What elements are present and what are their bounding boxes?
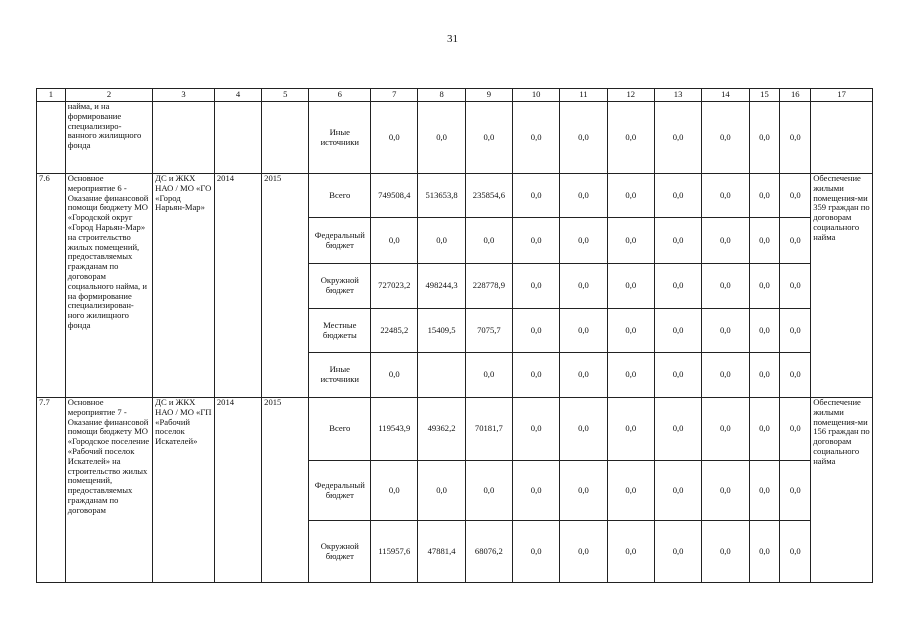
amount-cell: 0,0 — [513, 309, 560, 353]
amount-cell: 0,0 — [780, 461, 811, 521]
column-number: 2 — [65, 89, 152, 102]
amount-cell: 0,0 — [371, 218, 418, 264]
funding-source: Всего — [309, 398, 371, 461]
amount-cell: 0,0 — [607, 461, 654, 521]
start-year: 2014 — [214, 398, 261, 583]
amount-cell: 727023,2 — [371, 264, 418, 309]
item-number — [37, 102, 66, 174]
column-number: 13 — [654, 89, 701, 102]
amount-cell: 0,0 — [560, 174, 607, 218]
amount-cell — [418, 353, 465, 398]
item-number: 7.7 — [37, 398, 66, 583]
amount-cell: 70181,7 — [465, 398, 512, 461]
amount-cell: 0,0 — [749, 174, 780, 218]
table-row — [37, 102, 873, 174]
amount-cell: 115957,6 — [371, 521, 418, 583]
funding-source: Окружной бюджет — [309, 264, 371, 309]
executor-cell: ДС и ЖКХ НАО / МО «ГО «Город Нарьян-Мар» — [153, 174, 215, 398]
item-number: 7.6 — [37, 174, 66, 398]
amount-cell: 0,0 — [654, 174, 701, 218]
amount-cell: 0,0 — [749, 264, 780, 309]
amount-cell: 0,0 — [749, 309, 780, 353]
amount-cell: 0,0 — [749, 521, 780, 583]
amount-cell: 0,0 — [560, 102, 607, 174]
amount-cell: 0,0 — [607, 174, 654, 218]
amount-cell: 0,0 — [702, 218, 749, 264]
column-number: 1 — [37, 89, 66, 102]
executor-cell: ДС и ЖКХ НАО / МО «ГП «Рабочий поселок Искателей» — [153, 398, 215, 583]
amount-cell: 0,0 — [702, 264, 749, 309]
amount-cell: 749508,4 — [371, 174, 418, 218]
amount-cell: 0,0 — [560, 353, 607, 398]
amount-cell: 0,0 — [749, 353, 780, 398]
amount-cell: 0,0 — [513, 264, 560, 309]
amount-cell: 498244,3 — [418, 264, 465, 309]
program-table — [36, 88, 873, 583]
expected-result: Обеспечение жилыми помещения-ми 156 граждан по договорам социального найма — [811, 398, 873, 583]
amount-cell: 228778,9 — [465, 264, 512, 309]
amount-cell: 0,0 — [749, 461, 780, 521]
amount-cell: 0,0 — [418, 218, 465, 264]
funding-source: Местные бюджеты — [309, 309, 371, 353]
amount-cell: 0,0 — [371, 353, 418, 398]
funding-source: Окружной бюджет — [309, 521, 371, 583]
column-number: 12 — [607, 89, 654, 102]
column-number: 5 — [262, 89, 309, 102]
amount-cell: 0,0 — [749, 218, 780, 264]
start-year: 2014 — [214, 174, 261, 398]
column-number: 16 — [780, 89, 811, 102]
amount-cell: 0,0 — [513, 398, 560, 461]
amount-cell: 0,0 — [702, 521, 749, 583]
amount-cell: 7075,7 — [465, 309, 512, 353]
amount-cell: 0,0 — [371, 461, 418, 521]
funding-source: Иные источники — [309, 353, 371, 398]
end-year: 2015 — [262, 398, 309, 583]
table-row — [37, 174, 873, 218]
funding-source: Федеральный бюджет — [309, 461, 371, 521]
amount-cell: 0,0 — [560, 264, 607, 309]
amount-cell: 0,0 — [607, 309, 654, 353]
amount-cell: 0,0 — [513, 521, 560, 583]
measure-description: Основное мероприятие 6 - Оказание финансовой помощи бюджету МО «Городской округ «Город Нарьян-Мар» на строительство жилых помещений, предоставляемых гражданам по договорам социального найма, и на формирование специализирован-ного жилищного фонда — [65, 174, 152, 398]
amount-cell: 0,0 — [513, 353, 560, 398]
amount-cell: 0,0 — [654, 102, 701, 174]
column-number: 10 — [513, 89, 560, 102]
amount-cell: 47881,4 — [418, 521, 465, 583]
amount-cell: 0,0 — [607, 218, 654, 264]
amount-cell: 0,0 — [560, 461, 607, 521]
amount-cell: 0,0 — [560, 218, 607, 264]
amount-cell: 0,0 — [654, 398, 701, 461]
amount-cell: 0,0 — [371, 102, 418, 174]
amount-cell: 0,0 — [654, 218, 701, 264]
amount-cell: 0,0 — [654, 309, 701, 353]
amount-cell: 0,0 — [607, 353, 654, 398]
column-number: 9 — [465, 89, 512, 102]
expected-result — [811, 102, 873, 174]
amount-cell: 15409,5 — [418, 309, 465, 353]
amount-cell: 0,0 — [702, 102, 749, 174]
amount-cell: 0,0 — [560, 398, 607, 461]
executor-cell — [153, 102, 215, 174]
funding-source: Федеральный бюджет — [309, 218, 371, 264]
amount-cell: 0,0 — [654, 521, 701, 583]
column-number: 8 — [418, 89, 465, 102]
column-number: 15 — [749, 89, 780, 102]
amount-cell: 0,0 — [465, 461, 512, 521]
amount-cell: 0,0 — [749, 398, 780, 461]
amount-cell: 0,0 — [513, 461, 560, 521]
amount-cell: 0,0 — [702, 353, 749, 398]
column-number: 7 — [371, 89, 418, 102]
expected-result: Обеспечение жилыми помещения-ми 359 граждан по договорам социального найма — [811, 174, 873, 398]
end-year: 2015 — [262, 174, 309, 398]
header-row — [37, 89, 873, 102]
amount-cell: 0,0 — [780, 264, 811, 309]
amount-cell: 0,0 — [513, 218, 560, 264]
amount-cell: 68076,2 — [465, 521, 512, 583]
amount-cell: 0,0 — [465, 353, 512, 398]
measure-description: Основное мероприятие 7 - Оказание финансовой помощи бюджету МО «Городское поселение «Рабочий поселок Искателей» на строительство жилых помещений, предоставляемых гражданам по договорам — [65, 398, 152, 583]
amount-cell: 235854,6 — [465, 174, 512, 218]
amount-cell: 22485,2 — [371, 309, 418, 353]
amount-cell: 0,0 — [749, 102, 780, 174]
amount-cell: 0,0 — [780, 521, 811, 583]
amount-cell: 0,0 — [513, 102, 560, 174]
funding-source: Иные источники — [309, 102, 371, 174]
amount-cell: 0,0 — [702, 461, 749, 521]
column-number: 14 — [702, 89, 749, 102]
amount-cell: 0,0 — [780, 398, 811, 461]
amount-cell: 49362,2 — [418, 398, 465, 461]
column-number: 11 — [560, 89, 607, 102]
amount-cell: 513653,8 — [418, 174, 465, 218]
column-number: 17 — [811, 89, 873, 102]
amount-cell: 0,0 — [702, 309, 749, 353]
amount-cell: 0,0 — [702, 174, 749, 218]
page-number: 31 — [447, 33, 458, 45]
funding-source: Всего — [309, 174, 371, 218]
amount-cell: 0,0 — [418, 461, 465, 521]
table-row — [37, 398, 873, 461]
amount-cell: 0,0 — [418, 102, 465, 174]
amount-cell: 0,0 — [654, 461, 701, 521]
amount-cell: 0,0 — [702, 398, 749, 461]
amount-cell: 0,0 — [607, 102, 654, 174]
amount-cell: 0,0 — [607, 264, 654, 309]
amount-cell: 0,0 — [780, 218, 811, 264]
amount-cell: 0,0 — [780, 309, 811, 353]
amount-cell: 0,0 — [780, 174, 811, 218]
amount-cell: 119543,9 — [371, 398, 418, 461]
amount-cell: 0,0 — [654, 353, 701, 398]
measure-description: найма, и на формирование специализиро-ванного жилищного фонда — [65, 102, 152, 174]
column-number: 4 — [214, 89, 261, 102]
start-year — [214, 102, 261, 174]
amount-cell: 0,0 — [513, 174, 560, 218]
amount-cell: 0,0 — [607, 398, 654, 461]
amount-cell: 0,0 — [560, 521, 607, 583]
amount-cell: 0,0 — [465, 102, 512, 174]
end-year — [262, 102, 309, 174]
column-number: 6 — [309, 89, 371, 102]
amount-cell: 0,0 — [780, 102, 811, 174]
amount-cell: 0,0 — [560, 309, 607, 353]
amount-cell: 0,0 — [654, 264, 701, 309]
column-number: 3 — [153, 89, 215, 102]
amount-cell: 0,0 — [607, 521, 654, 583]
amount-cell: 0,0 — [465, 218, 512, 264]
amount-cell: 0,0 — [780, 353, 811, 398]
